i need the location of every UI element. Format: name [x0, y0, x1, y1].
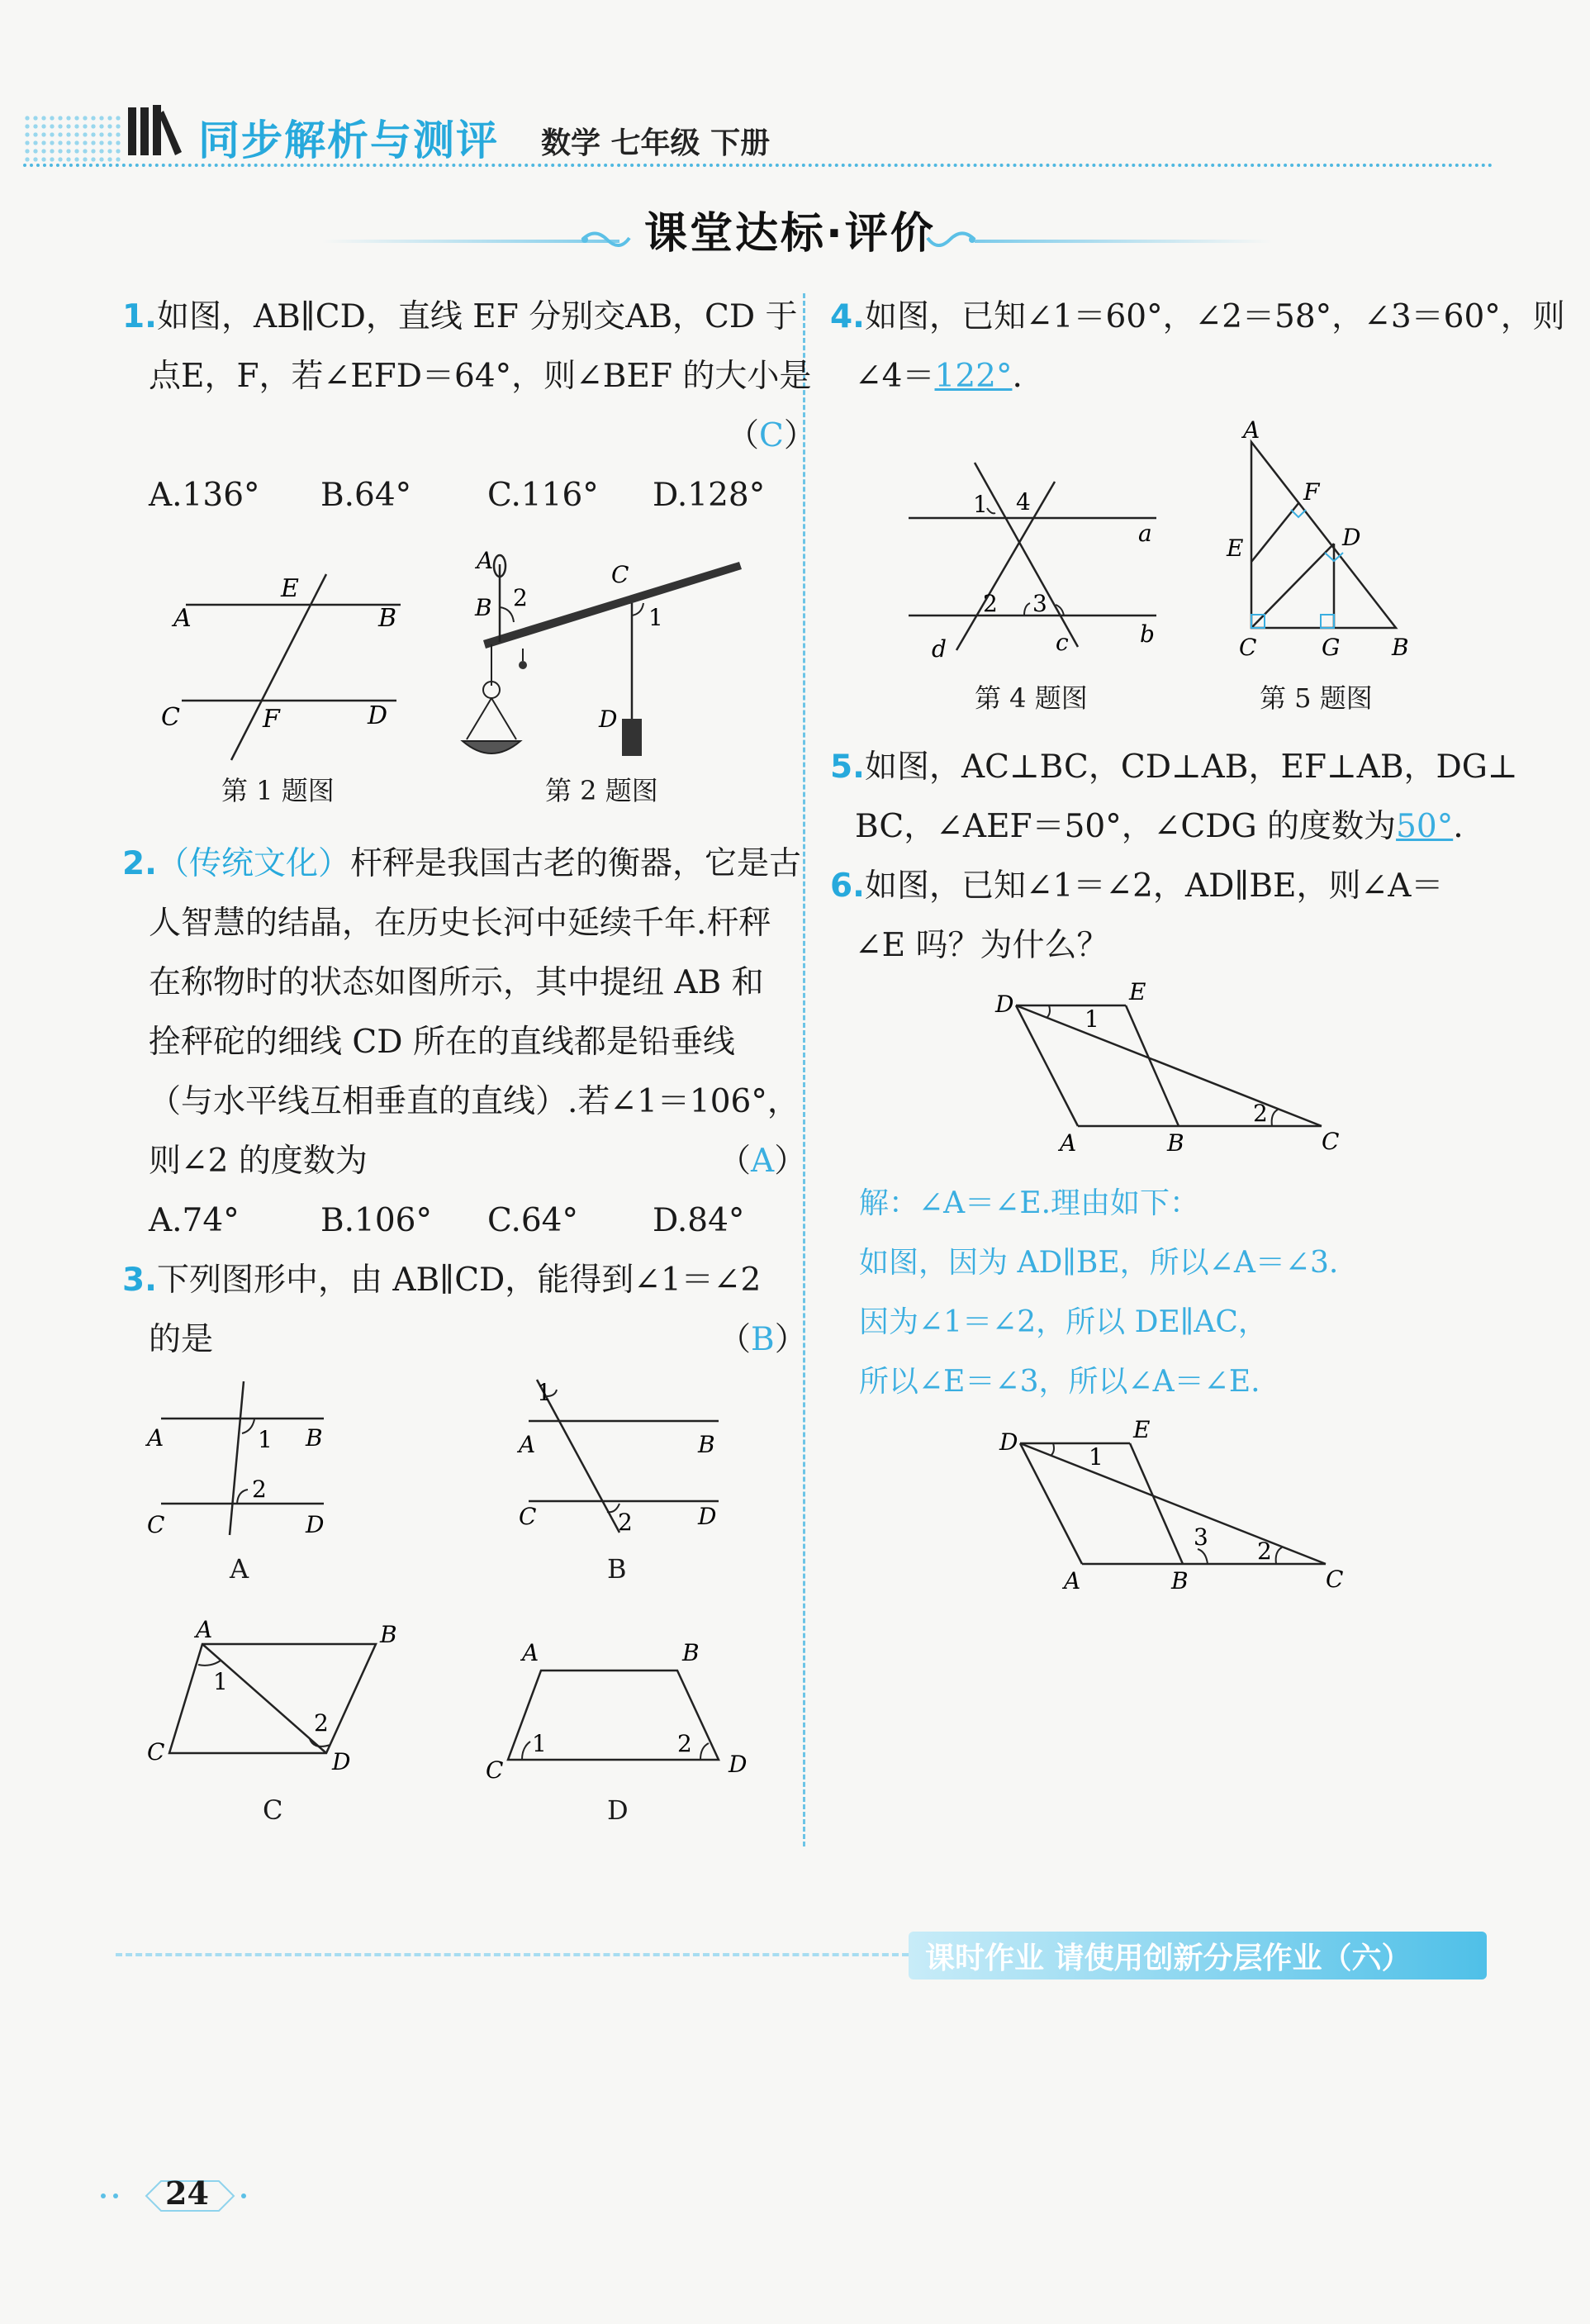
page-number: 24	[165, 2174, 209, 2212]
q6-solution-line3: 因为∠1＝∠2，所以 DE∥AC，	[859, 1305, 1268, 1339]
q1-option-b: B.64°	[320, 477, 412, 514]
svg-text:B: B	[1167, 1129, 1184, 1152]
header-divider	[23, 164, 1493, 167]
svg-text:D: D	[698, 1503, 717, 1530]
q5-answer: 50°	[1396, 808, 1454, 845]
svg-text:A: A	[1243, 417, 1260, 444]
svg-text:E: E	[281, 574, 299, 603]
section-ornament-right	[975, 240, 1272, 243]
svg-text:E: E	[1133, 1417, 1151, 1443]
q1-line1: 1.如图，AB∥CD，直线 EF 分别交AB，CD 于	[122, 298, 798, 335]
q1-line2: 点E，F，若∠EFD＝64°，则∠BEF 的大小是	[149, 358, 812, 395]
q1-answer: （C）	[727, 417, 816, 454]
svg-text:2: 2	[513, 584, 528, 611]
svg-text:B: B	[698, 1431, 715, 1458]
q6-solution-line2: 如图，因为 AD∥BE，所以∠A＝∠3.	[859, 1246, 1339, 1280]
svg-text:C: C	[611, 561, 629, 588]
svg-text:1: 1	[648, 604, 663, 631]
svg-text:D: D	[332, 1748, 351, 1775]
svg-text:A: A	[1064, 1567, 1081, 1590]
q5-figure	[1222, 417, 1437, 665]
q2-answer: （A）	[719, 1143, 807, 1180]
q6-number: 6.	[830, 867, 865, 905]
svg-text:C: C	[1326, 1566, 1344, 1590]
q5-line1: 5.如图，AC⊥BC，CD⊥AB，EF⊥AB，DG⊥	[830, 749, 1518, 786]
q1-caption: 第 1 题图	[221, 775, 335, 806]
q3-label-c: C	[263, 1794, 283, 1826]
q3-figure-d	[479, 1636, 760, 1785]
q4-figure	[900, 459, 1173, 665]
q2-line5: （与水平线互相垂直的直线）.若∠1＝106°，	[149, 1083, 800, 1120]
svg-text:c: c	[1056, 629, 1069, 656]
svg-text:A: A	[522, 1639, 539, 1666]
q5-line2: BC，∠AEF＝50°，∠CDG 的度数为50°.	[855, 808, 1464, 845]
svg-text:B: B	[378, 604, 397, 633]
q1-option-a: A.136°	[149, 477, 260, 514]
svg-text:3: 3	[1194, 1523, 1208, 1551]
svg-text:2: 2	[252, 1476, 267, 1503]
q5-caption: 第 5 题图	[1260, 682, 1373, 714]
svg-text:C: C	[1239, 634, 1257, 661]
q3-label-b: B	[607, 1553, 627, 1585]
svg-text:1: 1	[537, 1379, 552, 1406]
svg-text:C: C	[147, 1511, 165, 1537]
svg-text:2: 2	[677, 1730, 692, 1757]
q2-number: 2.	[122, 845, 157, 882]
svg-text:1: 1	[973, 491, 988, 518]
header-dots-decoration	[23, 114, 122, 164]
q4-line2: ∠4＝122°.	[855, 358, 1023, 395]
svg-text:1: 1	[1085, 1005, 1099, 1033]
q3-answer: （B）	[719, 1321, 807, 1358]
q4-line1: 4.如图，已知∠1＝60°，∠2＝58°，∠3＝60°，则	[830, 298, 1565, 335]
svg-text:B: B	[1171, 1567, 1189, 1590]
footer-text: 课时作业 请使用创新分层作业（六）	[925, 1941, 1412, 1975]
svg-text:F: F	[1303, 478, 1320, 506]
svg-text:C: C	[147, 1738, 165, 1766]
q1-figure	[157, 562, 405, 768]
q2-line6: 则∠2 的度数为	[149, 1143, 368, 1180]
swirl-left-icon	[578, 223, 636, 256]
svg-text:E: E	[1227, 535, 1244, 562]
q4-answer: 122°	[934, 358, 1013, 395]
svg-text:D: D	[599, 706, 618, 733]
svg-text:D: D	[1342, 524, 1361, 551]
svg-text:A: A	[519, 1431, 536, 1458]
svg-text:D: D	[995, 991, 1014, 1018]
svg-text:2: 2	[314, 1709, 329, 1737]
q2-option-b: B.106°	[320, 1202, 432, 1239]
q2-option-c: C.64°	[487, 1202, 578, 1239]
q2-line2: 人智慧的结晶，在历史长河中延续千年.杆秤	[149, 905, 771, 942]
q6-solution-line4: 所以∠E＝∠3，所以∠A＝∠E.	[859, 1365, 1260, 1399]
svg-text:1: 1	[213, 1668, 228, 1695]
svg-text:D: D	[729, 1751, 748, 1778]
swirl-right-icon	[921, 223, 979, 256]
svg-text:3: 3	[1032, 590, 1047, 617]
svg-text:D: D	[368, 701, 388, 730]
q3-label-d: D	[607, 1794, 629, 1826]
books-icon	[124, 101, 190, 159]
q2-tag: （传统文化）	[156, 845, 350, 882]
svg-text:A: A	[147, 1424, 164, 1452]
svg-text:A: A	[477, 549, 494, 574]
svg-text:1: 1	[532, 1730, 547, 1757]
series-title: 同步解析与测评	[198, 116, 499, 164]
footer-divider	[116, 1953, 909, 1956]
q4-number: 4.	[830, 298, 865, 335]
section-ornament-left	[322, 240, 619, 243]
q1-number: 1.	[122, 298, 157, 335]
svg-text:A: A	[173, 604, 192, 633]
q3-figure-b	[512, 1371, 727, 1537]
svg-text:B: B	[682, 1639, 700, 1666]
svg-text:2: 2	[618, 1509, 633, 1536]
svg-text:B: B	[380, 1621, 397, 1648]
svg-text:F: F	[263, 705, 280, 734]
q3-line1: 3.下列图形中，由 AB∥CD，能得到∠1＝∠2	[122, 1262, 762, 1299]
svg-text:B: B	[475, 594, 492, 621]
svg-text:d: d	[932, 635, 947, 663]
q2-line1: 2.（传统文化）杆秤是我国古老的衡器，它是古	[122, 845, 801, 882]
svg-text:1: 1	[1089, 1443, 1104, 1471]
q1-option-c: C.116°	[487, 477, 599, 514]
svg-text:B: B	[1392, 634, 1409, 661]
section-title: 课堂达标·评价	[644, 209, 936, 259]
q6-line1: 6.如图，已知∠1＝∠2，AD∥BE，则∠A＝	[830, 867, 1444, 905]
q2-caption: 第 2 题图	[545, 775, 658, 806]
q4-caption: 第 4 题图	[975, 682, 1088, 714]
q6-figure	[987, 979, 1350, 1152]
svg-text:C: C	[486, 1756, 504, 1784]
svg-text:2: 2	[1253, 1100, 1268, 1127]
q3-line2: 的是	[149, 1321, 214, 1358]
column-divider	[803, 293, 805, 1846]
q6-solution-line1: 解：∠A＝∠E.理由如下：	[859, 1186, 1200, 1220]
q3-figure-a	[140, 1371, 339, 1537]
svg-text:A: A	[196, 1619, 213, 1643]
q6-solution-figure	[991, 1417, 1355, 1590]
svg-text:b: b	[1140, 620, 1155, 648]
svg-text:E: E	[1129, 979, 1146, 1005]
q2-line4: 拴秤砣的细线 CD 所在的直线都是铅垂线	[149, 1024, 735, 1061]
q2-figure	[458, 549, 756, 768]
q3-number: 3.	[122, 1262, 157, 1299]
q2-option-a: A.74°	[149, 1202, 240, 1239]
svg-text:C: C	[1322, 1128, 1340, 1152]
q2-option-d: D.84°	[653, 1202, 745, 1239]
q6-line2: ∠E 吗？为什么？	[855, 927, 1109, 964]
svg-text:C: C	[519, 1503, 537, 1530]
svg-text:G: G	[1322, 634, 1341, 661]
q3-label-a: A	[230, 1553, 249, 1585]
svg-text:C: C	[161, 703, 180, 732]
svg-text:2: 2	[1257, 1537, 1272, 1565]
svg-text:D: D	[999, 1428, 1018, 1456]
svg-text:a: a	[1138, 520, 1152, 547]
svg-text:B: B	[306, 1424, 323, 1452]
q2-line3: 在称物时的状态如图所示，其中提纽 AB 和	[149, 964, 764, 1001]
q5-number: 5.	[830, 749, 865, 786]
svg-text:A: A	[1060, 1129, 1077, 1152]
q3-figure-c	[140, 1619, 405, 1785]
svg-text:D: D	[306, 1511, 325, 1537]
svg-text:4: 4	[1016, 488, 1031, 516]
svg-text:1: 1	[258, 1426, 273, 1453]
svg-text:2: 2	[983, 590, 998, 617]
subject-grade: 数学 七年级 下册	[541, 126, 771, 160]
q1-option-d: D.128°	[653, 477, 766, 514]
